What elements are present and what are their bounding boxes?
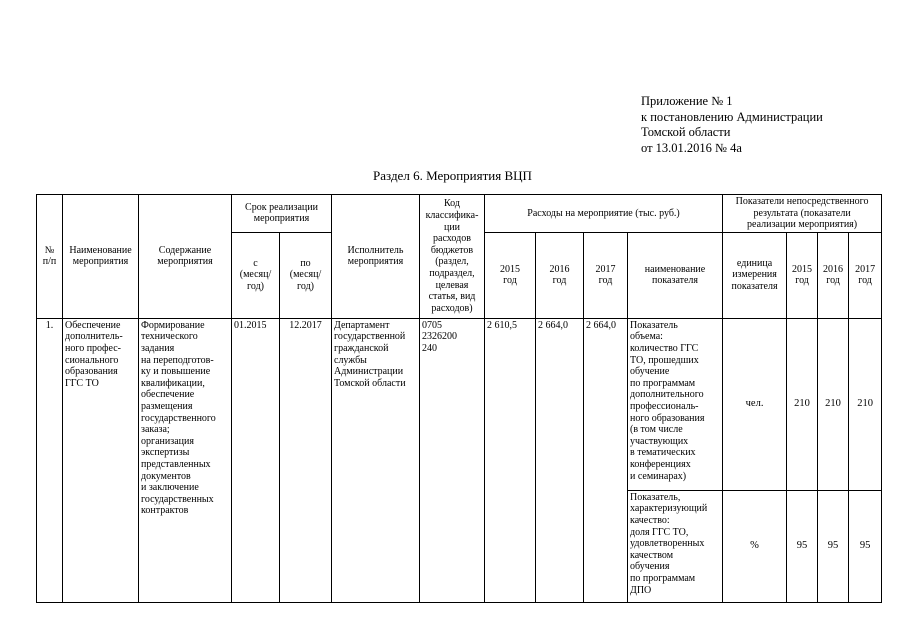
row-num: 1. [37, 318, 63, 602]
header-period-to: по (месяц/ год) [280, 232, 332, 318]
header-period: Срок реализации мероприятия [232, 195, 332, 233]
header-indicator-name: наименование показателя [628, 232, 723, 318]
header-unit: единица измерения показателя [723, 232, 787, 318]
appendix-block [641, 94, 823, 156]
header-code: Код классифика- ции расходов бюджетов (раздел, подраздел, целевая статья, вид расходов) [420, 195, 485, 319]
header-name: Наименование мероприятия [63, 195, 139, 319]
row-name: Обеспечение дополнитель- ного профес- сионального образования ГГС ТО [63, 318, 139, 602]
header-results: Показатели непосредственного результата (показатели реализации мероприятия) [723, 195, 882, 233]
header-result-2016: 2016 год [818, 232, 849, 318]
indicator-quality-2015: 95 [787, 490, 818, 602]
header-result-2017: 2017 год [849, 232, 882, 318]
indicator-quality-2016: 95 [818, 490, 849, 602]
row-period-from: 01.2015 [232, 318, 280, 602]
appendix-line-2: к постановлению Администрации [641, 109, 823, 124]
header-result-2015: 2015 год [787, 232, 818, 318]
measures-table [36, 194, 882, 603]
indicator-quality-unit: % [723, 490, 787, 602]
section-title: Раздел 6. Мероприятия ВЦП [373, 168, 532, 183]
appendix-line-4: от 13.01.2016 № 4а [641, 140, 742, 155]
header-period-from: с (месяц/ год) [232, 232, 280, 318]
indicator-volume-2016: 210 [818, 318, 849, 490]
header-row-1 [37, 195, 882, 233]
row-expense-2016: 2 664,0 [536, 318, 584, 602]
row-code: 0705 2326200 240 [420, 318, 485, 602]
row-executor: Департамент государственной гражданской службы Администрации Томской области [332, 318, 420, 602]
row-expense-2017: 2 664,0 [584, 318, 628, 602]
indicator-volume-2015: 210 [787, 318, 818, 490]
header-expenses: Расходы на мероприятие (тыс. руб.) [485, 195, 723, 233]
indicator-volume-unit: чел. [723, 318, 787, 490]
row-expense-2015: 2 610,5 [485, 318, 536, 602]
header-num: № п/п [37, 195, 63, 319]
indicator-volume-name: Показатель объема: количество ГГС ТО, прошедших обучение по программам дополнительного профессиональ- ного образования (в том числе участвующих в тематических конференциях и семинарах) [628, 318, 723, 490]
indicator-quality-2017: 95 [849, 490, 882, 602]
appendix-line-1: Приложение № 1 [641, 94, 733, 108]
header-executor: Исполнитель мероприятия [332, 195, 420, 319]
header-year-2016: 2016 год [536, 232, 584, 318]
indicator-quality-name: Показатель, характеризующий качество: доля ГГС ТО, удовлетворенных качеством обучения по программам ДПО [628, 490, 723, 602]
row-content: Формирование технического задания на переподготов- ку и повышение квалификации, обеспечение размещения государственного заказа; организация экспертизы представленных документов и заключение государственных контрактов [139, 318, 232, 602]
indicator-volume-2017: 210 [849, 318, 882, 490]
header-year-2017: 2017 год [584, 232, 628, 318]
table-row [37, 318, 882, 490]
header-content: Содержание мероприятия [139, 195, 232, 319]
row-period-to: 12.2017 [280, 318, 332, 602]
header-year-2015: 2015 год [485, 232, 536, 318]
appendix-line-3: Томской области [641, 125, 731, 139]
